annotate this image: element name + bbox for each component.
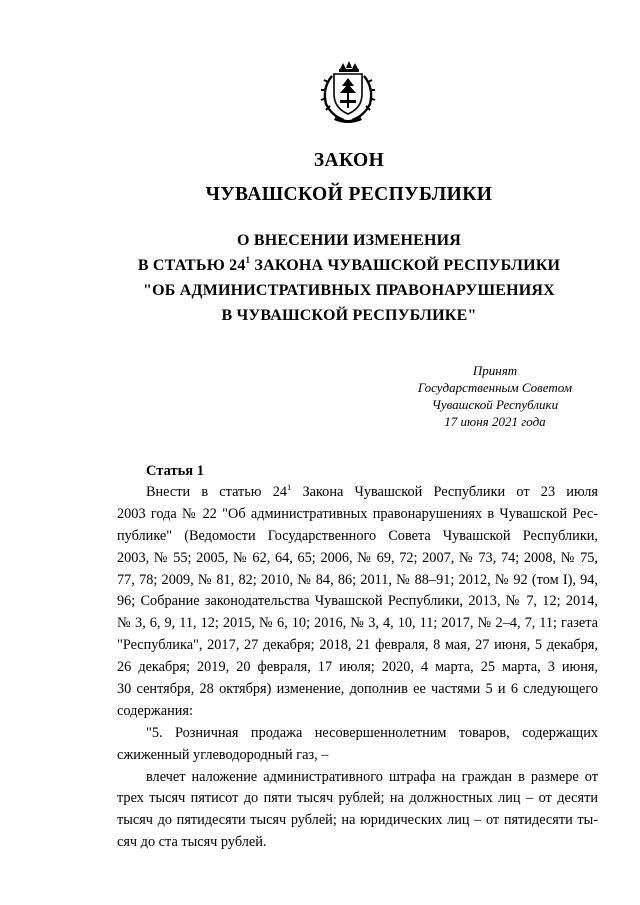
paragraph-line: "5. Розничная продажа несовершеннолетним товаров, содержащих [146, 724, 598, 741]
law-subject-line: В СТАТЬЮ $24^1$ ЗАКОНА ЧУВАШСКОЙ РЕСПУБЛИКИ [137, 255, 561, 274]
paragraph-line: 77, 78; 2009, № 81, 82; 2010, № 84, 86; 2011, № 88–91; 2012, № 92 (том I), 94, [117, 571, 598, 588]
law-subject-line: О ВНЕСЕНИИ ИЗМЕНЕНИЯ [236, 232, 462, 249]
coat-of-arms-icon [318, 60, 378, 124]
paragraph-line: 30 сентября, 28 октября) изменение, дополнив ее частями 5 и 6 следующего [117, 681, 598, 698]
superscript: 1 [245, 255, 251, 265]
adoption-line: Чувашской Республики [431, 397, 559, 412]
paragraph-line: 2003, № 55; 2005, № 62, 64, 65; 2006, № 69, 72; 2007, № 73, 74; 2008, № 75, [117, 549, 598, 566]
law-subject-line: В ЧУВАШСКОЙ РЕСПУБЛИКЕ" [221, 307, 477, 324]
paragraph-line: 2003 года № 22 "Об административных правонарушениях в Чувашской Рес- [117, 505, 598, 522]
law-subject [0, 228, 640, 328]
paragraph-line: публике" (Ведомости Государственного Совета Чувашской Республики, [117, 527, 598, 544]
article-body [117, 482, 598, 854]
law-title [0, 144, 640, 212]
paragraph-line: Внести в статью $24^1$ Закона Чувашской Республики от 23 июля [146, 482, 598, 500]
paragraph-line: 26 декабря; 2019, 20 февраля, 17 июля; 2020, 4 марта, 25 марта, 3 июня, [117, 659, 598, 676]
law-subject-line: "ОБ АДМИНИСТРАТИВНЫХ ПРАВОНАРУШЕНИЯХ [143, 282, 555, 299]
superscript: 1 [287, 482, 292, 492]
paragraph-line: 96; Собрание законодательства Чувашской Республики, 2013, № 7, 12; 2014, [117, 593, 598, 610]
paragraph-line: тысяч до пятидесяти тысяч рублей; на юридических лиц – от пятидесяти ты- [117, 812, 598, 829]
paragraph-line: содержания: [117, 702, 193, 719]
law-title-line: ЗАКОН [313, 150, 385, 171]
adoption-note [400, 362, 590, 430]
paragraph-line: № 3, 6, 9, 11, 12; 2015, № 6, 10; 2016, № 3, 4, 10, 11; 2017, № 2–4, 7, 11; газета [117, 615, 598, 632]
paragraph-line: влечет наложение административного штрафа на граждан в размере от [146, 768, 598, 785]
adoption-date: 17 июня 2021 года [444, 414, 546, 429]
paragraph-line: "Республика", 2017, 27 декабря; 2018, 21 февраля, 8 мая, 27 июня, 5 декабря, [117, 637, 598, 654]
paragraph-line: сяч до ста тысяч рублей. [117, 834, 267, 851]
article-heading: Статья 1 [146, 463, 204, 479]
adoption-line: Государственным Советом [417, 380, 573, 395]
paragraph-line: трех тысяч пятисот до пяти тысяч рублей; на должностных лиц – от десяти [117, 790, 598, 807]
paragraph-line: сжиженный углеводородный газ, – [117, 746, 329, 763]
law-title-line: ЧУВАШСКОЙ РЕСПУБЛИКИ [205, 184, 493, 205]
adoption-line: Принят [472, 363, 518, 378]
